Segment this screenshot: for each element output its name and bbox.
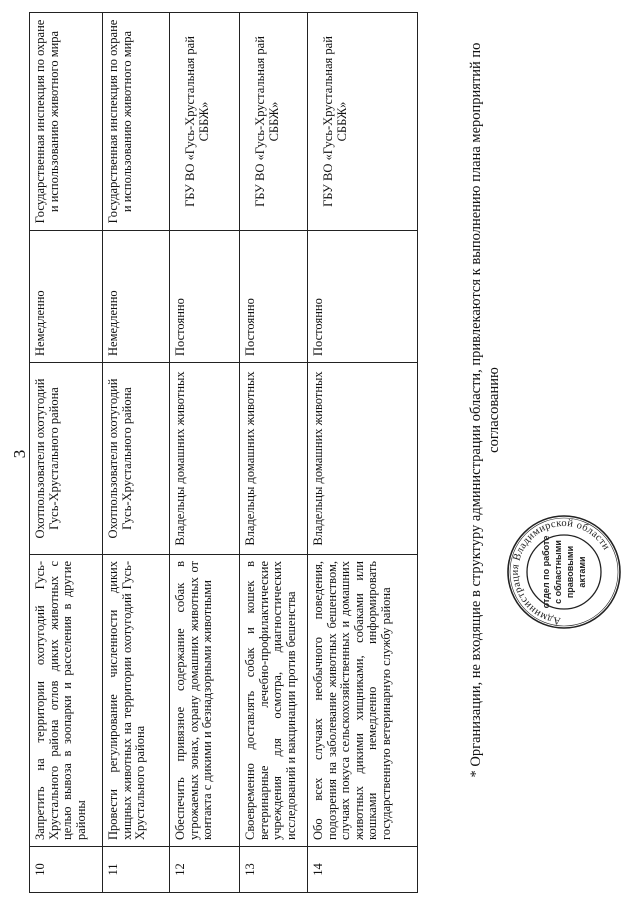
term-text: Постоянно <box>308 231 418 363</box>
table-row <box>240 13 308 893</box>
row-number: 14 <box>308 847 418 893</box>
term-text: Постоянно <box>240 231 308 363</box>
table-row <box>308 13 418 893</box>
responsible-text: ГБУ ВО «Гусь-Хрустальная рай СББЖ» <box>308 13 418 231</box>
page-number: 3 <box>10 449 29 459</box>
table-row <box>103 13 170 893</box>
table-row <box>170 13 240 893</box>
responsible-text: ГБУ ВО «Гусь-Хрустальная рай СББЖ» <box>170 13 240 231</box>
row-number: 13 <box>240 847 308 893</box>
term-text: Немедленно <box>30 231 103 363</box>
table-row <box>30 13 103 893</box>
term-text: Немедленно <box>103 231 170 363</box>
responsible-text: Государственная инспекция по охране и использованию животного мира <box>103 13 170 231</box>
executor-text: Владельцы домашних животных <box>240 363 308 555</box>
measure-text: Своевременно доставлять собак и кошек в ветеринарные лечебно-профилактические учреждения для осмотра, диагностических исследований и вакцинации против бешенства <box>240 555 308 847</box>
measure-text: Обеспечить привязное содержание собак в угрожаемых зонах, охрану домашних животных от контакта с дикими и безнадзорными животными <box>170 555 240 847</box>
official-stamp <box>505 513 623 631</box>
row-number: 11 <box>103 847 170 893</box>
stamp-center-line: отдел по работе <box>541 535 551 609</box>
row-number: 12 <box>170 847 240 893</box>
measure-text: Обо всех случаях необычного поведения, подозрения на заболевание животных бешенством, случаях покуса сельскохозяйственных и домашних животных дикими хищниками, собаками или кошками немедленно информировать государственную ветеринарную службу района <box>308 555 418 847</box>
stamp-ring-text: Администрация Владимирской области <box>509 517 612 626</box>
executor-text: Владельцы домашних животных <box>308 363 418 555</box>
stamp-center-line: правовыми <box>565 545 575 599</box>
executor-text: Охотпользователи охотугодий Гусь-Хрустального района <box>30 363 103 555</box>
executor-text: Владельцы домашних животных <box>170 363 240 555</box>
stamp-center-line: с областными <box>553 540 563 604</box>
footnote: * Организации, не входящие в структуру администрации области, привлекаются к выполнению плана мероприятий по согласованию <box>468 42 502 778</box>
responsible-text: Государственная инспекция по охране и использованию животного мира <box>30 13 103 231</box>
measure-text: Провести регулирование численности диких хищных животных на территории охотугодий Гусь-Хрустального района <box>103 555 170 847</box>
executor-text: Охотпользователи охотугодий Гусь-Хрустального района <box>103 363 170 555</box>
measure-text: Запретить на территории охотугодий Гусь-Хрустального района отлов диких животных с целью вывоза в зоопарки и расселения в другие районы <box>30 555 103 847</box>
row-number: 10 <box>30 847 103 893</box>
stamp-center-line: актами <box>577 556 587 588</box>
measures-table <box>29 12 418 893</box>
term-text: Постоянно <box>170 231 240 363</box>
responsible-text: ГБУ ВО «Гусь-Хрустальная рай СББЖ» <box>240 13 308 231</box>
